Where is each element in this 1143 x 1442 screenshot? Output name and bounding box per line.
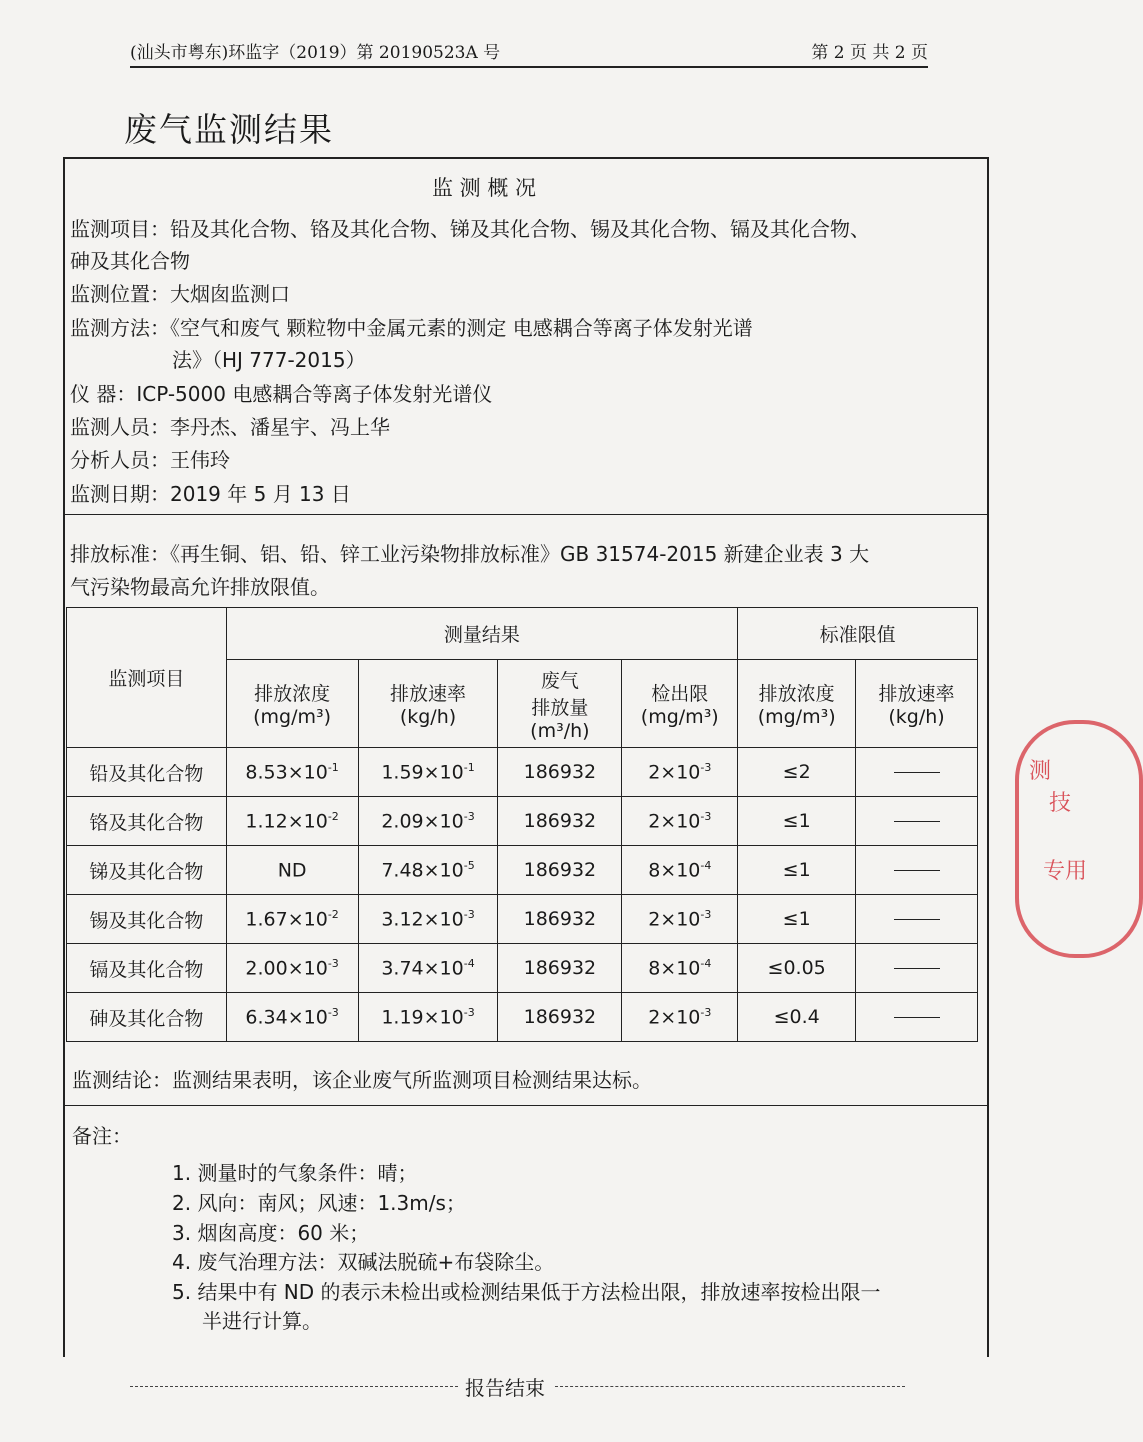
row-detection-limit: $2\times 10^{-3}$ xyxy=(622,993,738,1042)
conclusion: 监测结论：监测结果表明，该企业废气所监测项目检测结果达标。 xyxy=(72,1068,652,1092)
row-rate: $3.12\times 10^{-3}$ xyxy=(358,895,498,944)
overview-heading: 监 测 概 况 xyxy=(432,176,537,200)
instrument: 仪 器：ICP-5000 电感耦合等离子体发射光谱仪 xyxy=(70,382,493,406)
note-4: 4. 废气治理方法：双碱法脱硫+布袋除尘。 xyxy=(172,1250,555,1274)
row-concentration: $6.34\times 10^{-3}$ xyxy=(226,993,358,1042)
dash-mark xyxy=(894,1017,940,1018)
row-limit-rate xyxy=(856,748,978,797)
row-rate: $7.48\times 10^{-5}$ xyxy=(358,846,498,895)
dash-mark xyxy=(894,870,940,871)
monitoring-items-cont: 砷及其化合物 xyxy=(70,249,190,273)
row-detection-limit: $8\times 10^{-4}$ xyxy=(622,846,738,895)
monitoring-staff: 监测人员：李丹杰、潘星宇、冯上华 xyxy=(70,415,390,439)
row-flow: 186932 xyxy=(498,895,622,944)
table-row xyxy=(67,993,978,1042)
official-seal: 测 技 专 用 xyxy=(1015,720,1143,958)
dash-mark xyxy=(894,772,940,773)
row-item: 镉及其化合物 xyxy=(67,944,227,993)
row-rate: $2.09\times 10^{-3}$ xyxy=(358,797,498,846)
row-flow: 186932 xyxy=(498,944,622,993)
header-flow: 废气 排放量 (m³/h) xyxy=(498,660,622,748)
row-rate: $3.74\times 10^{-4}$ xyxy=(358,944,498,993)
note-5: 5. 结果中有 ND 的表示未检出或检测结果低于方法检出限，排放速率按检出限一 xyxy=(172,1280,881,1304)
header-limit-concentration: 排放浓度 (mg/m³) xyxy=(738,660,856,748)
row-concentration: $2.00\times 10^{-3}$ xyxy=(226,944,358,993)
monitoring-location: 监测位置：大烟囱监测口 xyxy=(70,282,290,306)
note-5-cont: 半进行计算。 xyxy=(202,1309,322,1333)
row-flow: 186932 xyxy=(498,797,622,846)
divider xyxy=(63,514,989,515)
emission-standard-cont: 气污染物最高允许排放限值。 xyxy=(70,575,330,599)
row-detection-limit: $2\times 10^{-3}$ xyxy=(622,895,738,944)
row-concentration: $1.12\times 10^{-2}$ xyxy=(226,797,358,846)
monitoring-date: 监测日期：2019 年 5 月 13 日 xyxy=(70,482,351,506)
row-concentration: $8.53\times 10^{-1}$ xyxy=(226,748,358,797)
table-row xyxy=(67,748,978,797)
row-limit: ≤1 xyxy=(738,846,856,895)
notes-heading: 备注： xyxy=(72,1124,132,1148)
dash-mark xyxy=(894,968,940,969)
row-limit: ≤1 xyxy=(738,895,856,944)
row-concentration: ND xyxy=(226,846,358,895)
note-1: 1. 测量时的气象条件：晴； xyxy=(172,1161,418,1185)
header-result: 测量结果 xyxy=(226,608,738,660)
row-item: 锡及其化合物 xyxy=(67,895,227,944)
row-limit-rate xyxy=(856,797,978,846)
monitoring-method: 监测方法：《空气和废气 颗粒物中金属元素的测定 电感耦合等离子体发射光谱 xyxy=(70,316,753,340)
note-2: 2. 风向：南风；风速：1.3m/s； xyxy=(172,1191,466,1215)
row-limit-rate xyxy=(856,944,978,993)
row-limit-rate xyxy=(856,846,978,895)
row-concentration: $1.67\times 10^{-2}$ xyxy=(226,895,358,944)
row-limit: ≤2 xyxy=(738,748,856,797)
document-number: (汕头市粤东)环监字（2019）第 20190523A 号 xyxy=(130,43,501,63)
header-concentration: 排放浓度 (mg/m³) xyxy=(226,660,358,748)
report-end-label: 报告结束 xyxy=(465,1376,545,1400)
row-flow: 186932 xyxy=(498,748,622,797)
row-limit-rate xyxy=(856,895,978,944)
monitoring-method-cont: 法》（HJ 777-2015） xyxy=(172,348,366,372)
table-row xyxy=(67,846,978,895)
header-rate: 排放速率 (kg/h) xyxy=(358,660,498,748)
row-item: 砷及其化合物 xyxy=(67,993,227,1042)
header-limit-rate: 排放速率 (kg/h) xyxy=(856,660,978,748)
header-item: 监测项目 xyxy=(67,608,227,748)
row-limit: ≤1 xyxy=(738,797,856,846)
row-item: 铬及其化合物 xyxy=(67,797,227,846)
dashed-line-left xyxy=(130,1386,458,1387)
table-row xyxy=(67,944,978,993)
row-limit: ≤0.05 xyxy=(738,944,856,993)
monitoring-items: 监测项目：铅及其化合物、铬及其化合物、锑及其化合物、锡及其化合物、镉及其化合物、 xyxy=(70,217,870,241)
analyst: 分析人员：王伟玲 xyxy=(70,448,230,472)
results-table xyxy=(66,607,978,1042)
row-flow: 186932 xyxy=(498,993,622,1042)
row-rate: $1.19\times 10^{-3}$ xyxy=(358,993,498,1042)
row-flow: 186932 xyxy=(498,846,622,895)
row-item: 锑及其化合物 xyxy=(67,846,227,895)
divider xyxy=(63,1105,989,1106)
row-item: 铅及其化合物 xyxy=(67,748,227,797)
row-detection-limit: $8\times 10^{-4}$ xyxy=(622,944,738,993)
table-row xyxy=(67,797,978,846)
row-rate: $1.59\times 10^{-1}$ xyxy=(358,748,498,797)
row-limit: ≤0.4 xyxy=(738,993,856,1042)
dash-mark xyxy=(894,821,940,822)
dashed-line-right xyxy=(555,1386,905,1387)
row-detection-limit: $2\times 10^{-3}$ xyxy=(622,748,738,797)
header-detection-limit: 检出限 (mg/m³) xyxy=(622,660,738,748)
page-header xyxy=(130,36,928,68)
note-3: 3. 烟囱高度：60 米； xyxy=(172,1221,370,1245)
table-row xyxy=(67,895,978,944)
dash-mark xyxy=(894,919,940,920)
row-limit-rate xyxy=(856,993,978,1042)
page-indicator: 第 2 页 共 2 页 xyxy=(811,43,928,63)
emission-standard: 排放标准：《再生铜、铝、铅、锌工业污染物排放标准》GB 31574-2015 新建企业表 3 大 xyxy=(70,542,870,566)
row-detection-limit: $2\times 10^{-3}$ xyxy=(622,797,738,846)
header-limit: 标准限值 xyxy=(738,608,978,660)
page-title: 废气监测结果 xyxy=(124,110,334,149)
